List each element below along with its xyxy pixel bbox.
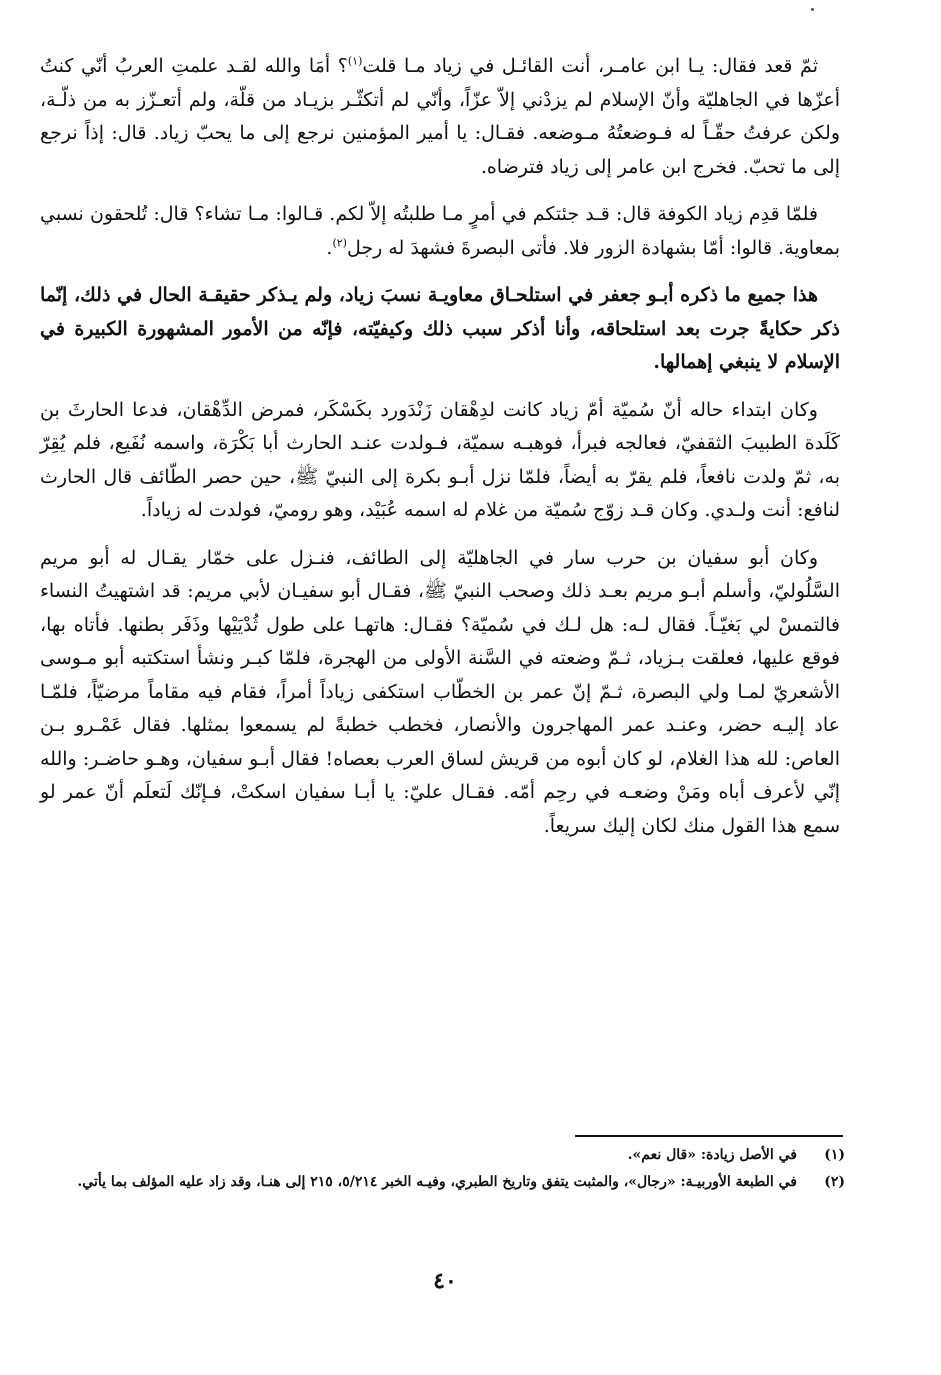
footnote-divider bbox=[575, 1135, 843, 1137]
paragraph-5-text: وكان أبو سفيان بن حرب سار في الجاهليّة إلى الطائف، فنـزل على خمّار يقـال له أبو مريم السَّلُوليّ، وأسلم أبـو مريم بعـد ذلك وصحب النبيّ ﷺ، فقـال أبو سفيـان لأبي مريم: قد اشتهيتُ النساء فالتمسْ لي بَغيّـاً. فقال لـه: هل لـك في سُميّة؟ فقـال: هاتهـا على طول ثُدْيَيْها وذَفَر بطنها. فأتاه بها، فوقع عليها، فعلقت بـزياد، ثـمّ وضعته في السَّنة الأولى من الهجرة، فلمّا كبـر ونشأ استكتبه أبو مـوسى الأشعريّ لمـا ولي البصرة، ثـمّ إنّ عمر بن الخطّاب استكفى زياداً أمراً، فقام فيه مقاماً مرضيّاً، فلمّـا عاد إليـه حضر، وعنـد عمر المهاجرون والأنصار، فخطب خطبةً لم يسمعوا بمثلها. فقال عَمْـرو بـن العاص: لله هذا الغلام، لو كان أبوه من قريش لساق العرب بعصاه! فقال أبـو سفيان، وهـو حاضـر: والله إنّي لأعرف أباه ومَنْ وضعـه في رحِم أمّه. فقـال عليّ: يا أبـا سفيان اسكتْ، فـإنّك لَتعلَم أنّ عمر لو سمع هذا القول منك لكان إليك سريعاً. bbox=[40, 546, 840, 837]
footnotes bbox=[40, 1144, 845, 1198]
paragraph-1 bbox=[40, 50, 840, 184]
footnote-2-text: في الطبعة الأوربيـة: «رجال»، والمثبت يتفق وتاريخ الطبري، وفيـه الخبر ٥/٢١٤، ٢١٥ إلى هنـا، وقد زاد عليه المؤلف بما يأتي. bbox=[77, 1174, 797, 1190]
page-number: ٤٠ bbox=[433, 1268, 457, 1294]
paragraph-4 bbox=[40, 394, 840, 528]
paragraph-2 bbox=[40, 198, 840, 265]
paragraph-1-text-a: ثمّ قعد فقال: يـا ابن عامـر، أنت القائـل في زياد مـا قلت bbox=[362, 55, 818, 77]
footnote-ref-2: (٢) bbox=[332, 236, 347, 250]
paragraph-3-commentary bbox=[40, 279, 840, 380]
scan-dot bbox=[811, 8, 814, 11]
footnote-2-number: (٢) bbox=[824, 1174, 845, 1190]
footnote-1-text: في الأصل زيادة: «قال نعم». bbox=[627, 1147, 797, 1163]
paragraph-2-text-b: . bbox=[326, 236, 333, 259]
paragraph-1-text-b: ؟ أمَا والله لقـد علمتِ العربُ أنّي كنتُ أعزّها في الجاهليّة وأنّ الإسلام لم يزدْني إلاّ عزّاً، وأنّي لم أتكثّـر بزيـاد من قلّة، ولم أتعـزّز به من ذلّـة، ولكن عرفتُ حقّـاً له فـوضعتُهُ مـوضعه. فقـال: يا أمير المؤمنين نرجع إلى ما يحبّ زياد. قال: إذاً نرجع إلى ما تحبّ. فخرج ابن عامر إلى زياد فترضاه. bbox=[40, 55, 840, 178]
main-text bbox=[40, 50, 840, 857]
paragraph-2-text-a: فلمّا قدِم زياد الكوفة قال: قـد جئتكم في أمرٍ مـا طلبتُه إلاّ لكم. قـالوا: مـا تشاء؟ قال: تُلحقون نسبي بمعاوية. قالوا: أمّا بشهادة الزور فلا. فأتى البصرةَ فشهدَ له رجل bbox=[40, 203, 840, 259]
paragraph-4-text: وكان ابتداء حاله أنّ سُميّة أمّ زياد كانت لدِهْقان زَنْدَورد بكَسْكَر، فمرض الدِّهْقان، فدعا الحارثَ بن كَلَدة الطبيبَ الثقفيّ، فعالجه فبرأ، فوهبـه سميّة، فـولدت عنـد الحارث أبا بَكْرَة، واسمه نُفَيع، فلم يُقِرّ به، ثمّ ولدت نافعاً، فلم يقرّ به أيضاً، فلمّا نزل أبـو بكرة إلى النبيّ ﷺ، حين حصر الطّائف قال الحارث لنافع: أنت ولـدي. وكان قـد زوّج سُميّة من غلام له اسمه عُبَيْد، وهو روميّ، فولدت له زياداً. bbox=[40, 398, 840, 521]
footnote-1-number: (١) bbox=[824, 1147, 845, 1163]
footnote-ref-1: (١) bbox=[347, 54, 363, 68]
paragraph-5 bbox=[40, 542, 840, 844]
footnote-1 bbox=[40, 1144, 845, 1167]
paragraph-3-text: هذا جميع ما ذكره أبـو جعفر في استلحـاق معاويـة نسبَ زياد، ولم يـذكر حقيقـة الحال في ذلك، إنّما ذكر حكايةً جرت بعد استلحاقه، وأنا أذكر سبب ذلك وكيفيّته، فإنّه من الأمور المشهورة الكبيرة في الإسلام لا ينبغي إهمالها. bbox=[40, 284, 840, 373]
footnote-2 bbox=[40, 1171, 845, 1194]
